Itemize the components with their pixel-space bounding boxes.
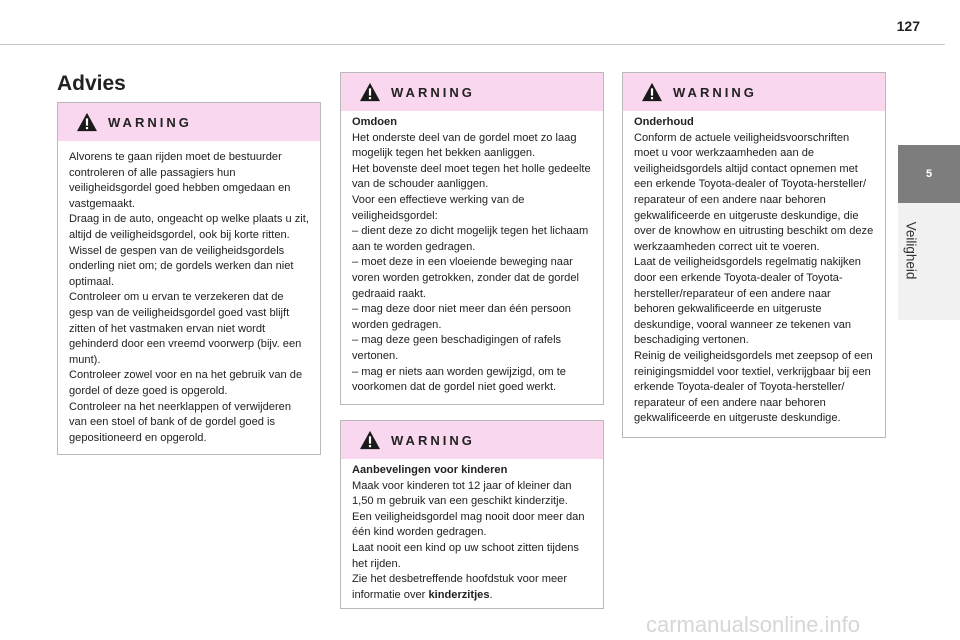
warning-header (58, 103, 320, 141)
warning-body (341, 111, 603, 396)
warning-box-onderhoud (622, 72, 886, 438)
paragraph (352, 572, 592, 603)
paragraph: Controleer zowel voor en na het gebruik van de gordel of deze goed is opgerold. (69, 369, 303, 397)
paragraph: Alvorens te gaan rijden moet de bestuurder controleren of alle passagiers hun veiligheidsgordel goed hebben omgedaan en vastgemaakt. (69, 151, 291, 210)
warning-body (341, 459, 603, 603)
paragraph: Controleer na het neerklappen of verwijderen van een stoel of bank of de gordel goed is gepositioneerd en opgerold. (69, 400, 292, 444)
chapter-label (896, 210, 926, 290)
warning-triangle-icon (359, 430, 381, 450)
paragraph: Laat de veiligheidsgordels regelmatig nakijken door een erkende Toyota-dealer of Toyota-hersteller/reparateur of een andere naar behoren gekwalificeerde en uitgeruste deskundige, vooral wanneer ze tekenen van beschadiging vertonen. (634, 256, 861, 347)
paragraph: Draag in de auto, ongeacht op welke plaats u zit, altijd de veiligheidsgordel, ook bij korte ritten. (69, 213, 309, 241)
warning-triangle-icon (76, 112, 98, 132)
paragraph: – mag er niets aan worden gewijzigd, om te voorkomen dat de gordel niet goed werkt. (352, 365, 566, 394)
warning-box-kinderen (340, 420, 604, 609)
cross-reference: kinderzitjes (428, 588, 490, 601)
paragraph: Het bovenste deel moet tegen het holle gedeelte van de schouder aanliggen. (352, 162, 591, 191)
chapter-number: 5 (925, 168, 933, 180)
warning-header (341, 73, 603, 111)
warning-body (623, 111, 885, 427)
chapter-label-text: Veiligheid (903, 221, 919, 279)
paragraph: Maak voor kinderen tot 12 jaar of kleiner dan 1,50 m gebruik van een geschikt kinderzitje. (352, 479, 572, 508)
page-number: 127 (896, 18, 920, 34)
paragraph: – mag deze door niet meer dan één persoon worden gedragen. (352, 303, 571, 331)
paragraph: Een veiligheidsgordel mag nooit door meer dan één kind worden gedragen. (352, 510, 585, 539)
section-title: Advies (57, 72, 126, 95)
chapter-tab[interactable] (898, 145, 960, 203)
paragraph: Conform de actuele veiligheidsvoorschriften moet u voor werkzaamheden aan de veiligheidsgordels altijd contact opnemen met een erkende Toyota-dealer of Toyota-hersteller/ reparateur of een andere naar behoren gekwalificeerde en uitgeruste deskundige, die over de knowhow en uitrusting beschikt om deze werkzaamheden correct uit te voeren. (634, 131, 874, 253)
paragraph: Het onderste deel van de gordel moet zo laag mogelijk tegen het bekken aanliggen. (352, 131, 577, 160)
paragraph-end: . (489, 588, 493, 601)
warning-triangle-icon (359, 82, 381, 102)
warning-subtitle: Omdoen (352, 116, 397, 128)
watermark: carmanualsonline.info (646, 612, 861, 637)
warning-triangle-icon (641, 82, 663, 102)
paragraph: – mag deze geen beschadigingen of rafels vertonen. (352, 334, 562, 362)
paragraph: Voor een effectieve werking van de veiligheidsgordel: (352, 193, 525, 222)
header-divider (0, 44, 945, 45)
paragraph: Laat nooit een kind op uw schoot zitten tijdens het rijden. (352, 541, 579, 570)
warning-title: WARNING (673, 84, 757, 100)
warning-box-general (57, 102, 321, 455)
paragraph: Wissel de gespen van de veiligheidsgordels onderling niet om; de gordels werken dan niet optimaal. (69, 244, 294, 288)
warning-header (623, 73, 885, 111)
warning-box-omdoen (340, 72, 604, 405)
paragraph: Reinig de veiligheidsgordels met zeepsop of een reinigingsmiddel voor textiel, verkrijgbaar bij een erkende Toyota-dealer of Toyota-hersteller/ reparateur of een andere naar behoren gekwalificeerde en uitgeruste deskundige. (634, 349, 873, 425)
warning-subtitle: Onderhoud (634, 116, 694, 128)
paragraph: Controleer om u ervan te verzekeren dat de gesp van de veiligheidsgordel goed vast blijft zitten of het vastmaken ervan niet wordt gehinderd door een vreemd voorwerp (bijv. een munt). (69, 291, 302, 366)
warning-title: WARNING (391, 432, 475, 448)
warning-subtitle: Aanbevelingen voor kinderen (352, 464, 508, 476)
paragraph-text: Zie het desbetreffende hoofdstuk voor meer informatie over (352, 573, 568, 601)
paragraph: – dient deze zo dicht mogelijk tegen het lichaam aan te worden gedragen. (352, 225, 589, 253)
paragraph: – moet deze in een vloeiende beweging naar voren worden getrokken, zonder dat de gordel gedraaid raakt. (352, 256, 579, 300)
warning-title: WARNING (391, 84, 475, 100)
warning-title: WARNING (108, 114, 192, 130)
warning-body (58, 141, 320, 446)
warning-header (341, 421, 603, 459)
